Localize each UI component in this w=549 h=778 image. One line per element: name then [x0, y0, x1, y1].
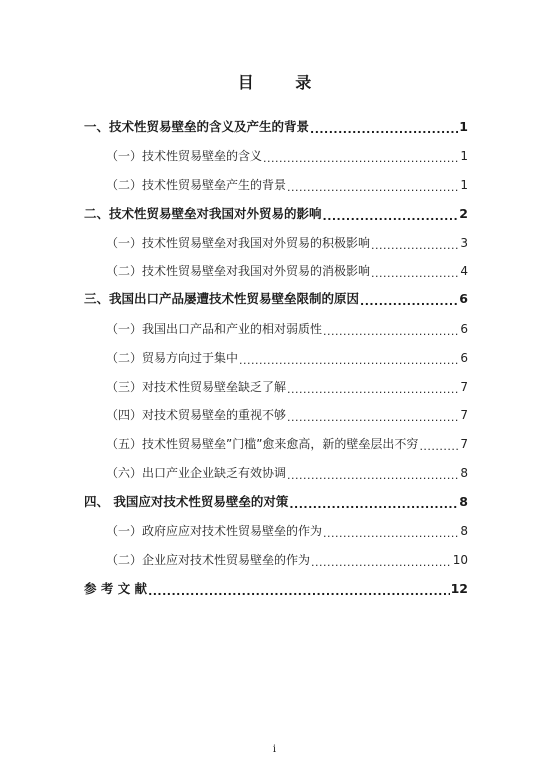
dot-leader: [371, 266, 459, 278]
dot-leader: [287, 382, 459, 394]
toc-entry-section-1-1[interactable]: [106, 145, 468, 163]
toc-entry-label: （一）政府应应对技术性贸易壁垒的作为: [106, 524, 323, 538]
page-number: i: [272, 744, 277, 755]
toc-entry-chapter-1[interactable]: [84, 116, 468, 134]
dot-leader: [419, 439, 459, 451]
toc-entry-page: 7: [460, 408, 468, 422]
toc-entry-label: （二）贸易方向过于集中: [106, 351, 239, 365]
toc-entry-section-2-2[interactable]: [106, 260, 468, 278]
toc-entry-label: 三、我国出口产品屡遭技术性贸易壁垒限制的原因: [84, 291, 360, 306]
toc-entry-label: 一、技术性贸易壁垒的含义及产生的背景: [84, 119, 310, 134]
toc-entry-label: （五）技术性贸易壁垒”门槛”愈来愈高，新的壁垒层出不穷: [106, 437, 419, 451]
toc-entry-label: （一）技术性贸易壁垒的含义: [106, 149, 263, 163]
dot-leader: [323, 324, 459, 336]
toc-entry-label: （一）技术性贸易壁垒对我国对外贸易的积极影响: [106, 236, 371, 250]
toc-entry-label: 四、 我国应对技术性贸易壁垒的对策: [84, 494, 289, 509]
toc-entry-page: 6: [459, 291, 468, 306]
toc-entry-page: 7: [460, 380, 468, 394]
dot-leader: [263, 151, 459, 163]
toc-entry-page: 1: [460, 178, 468, 192]
dot-leader: [371, 238, 459, 250]
toc-entry-references[interactable]: [84, 578, 468, 596]
toc-entry-page: 8: [460, 466, 468, 480]
dot-leader: [289, 497, 458, 509]
toc-entry-page: 12: [450, 581, 468, 596]
toc-entry-section-1-2[interactable]: [106, 174, 468, 192]
toc-entry-section-3-6[interactable]: [106, 462, 468, 480]
dot-leader: [287, 468, 459, 480]
dot-leader: [323, 526, 459, 538]
toc-entry-page: 2: [459, 206, 468, 221]
toc-entry-page: 6: [460, 351, 468, 365]
toc-entry-section-4-1[interactable]: [106, 520, 468, 538]
toc-entry-page: 10: [452, 553, 468, 567]
dot-leader: [239, 353, 459, 365]
dot-leader: [310, 122, 458, 134]
toc-entry-page: 7: [460, 437, 468, 451]
toc-entry-section-3-2[interactable]: [106, 347, 468, 365]
toc-entry-page: 1: [460, 149, 468, 163]
toc-entry-page: 4: [460, 264, 468, 278]
toc-entry-label: （一）我国出口产品和产业的相对弱质性: [106, 322, 323, 336]
toc-entry-chapter-2[interactable]: [84, 203, 468, 221]
toc-entry-page: 1: [459, 119, 468, 134]
toc-entry-section-3-3[interactable]: [106, 376, 468, 394]
dot-leader: [287, 410, 459, 422]
toc-entry-section-2-1[interactable]: [106, 232, 468, 250]
dot-leader: [360, 294, 458, 306]
toc-entry-label: 二、技术性贸易壁垒对我国对外贸易的影响: [84, 206, 322, 221]
toc-entry-section-3-1[interactable]: [106, 318, 468, 336]
toc-entry-page: 8: [460, 524, 468, 538]
toc-entry-label: （四）对技术贸易壁垒的重视不够: [106, 408, 287, 422]
toc-entry-label: （二）技术性贸易壁垒产生的背景: [106, 178, 287, 192]
toc-entry-label: （三）对技术性贸易壁垒缺乏了解: [106, 380, 287, 394]
toc-entry-section-3-4[interactable]: [106, 404, 468, 422]
toc-entry-label: （二）技术性贸易壁垒对我国对外贸易的消极影响: [106, 264, 371, 278]
toc-entry-chapter-4[interactable]: [84, 491, 468, 509]
toc-entry-label: （二）企业应对技术性贸易壁垒的作为: [106, 553, 311, 567]
dot-leader: [323, 209, 459, 221]
toc-entry-label: （六）出口产业企业缺乏有效协调: [106, 466, 287, 480]
toc-entry-section-3-5[interactable]: [106, 433, 468, 451]
dot-leader: [148, 584, 450, 596]
dot-leader: [287, 180, 459, 192]
toc-title: 目 录: [237, 73, 330, 92]
toc-entry-page: 3: [460, 236, 468, 250]
toc-entry-page: 6: [460, 322, 468, 336]
toc-entry-chapter-3[interactable]: [84, 288, 468, 306]
dot-leader: [311, 555, 452, 567]
toc-entry-label: 参 考 文 献: [84, 581, 148, 596]
toc-entry-section-4-2[interactable]: [106, 549, 468, 567]
toc-entry-page: 8: [459, 494, 468, 509]
